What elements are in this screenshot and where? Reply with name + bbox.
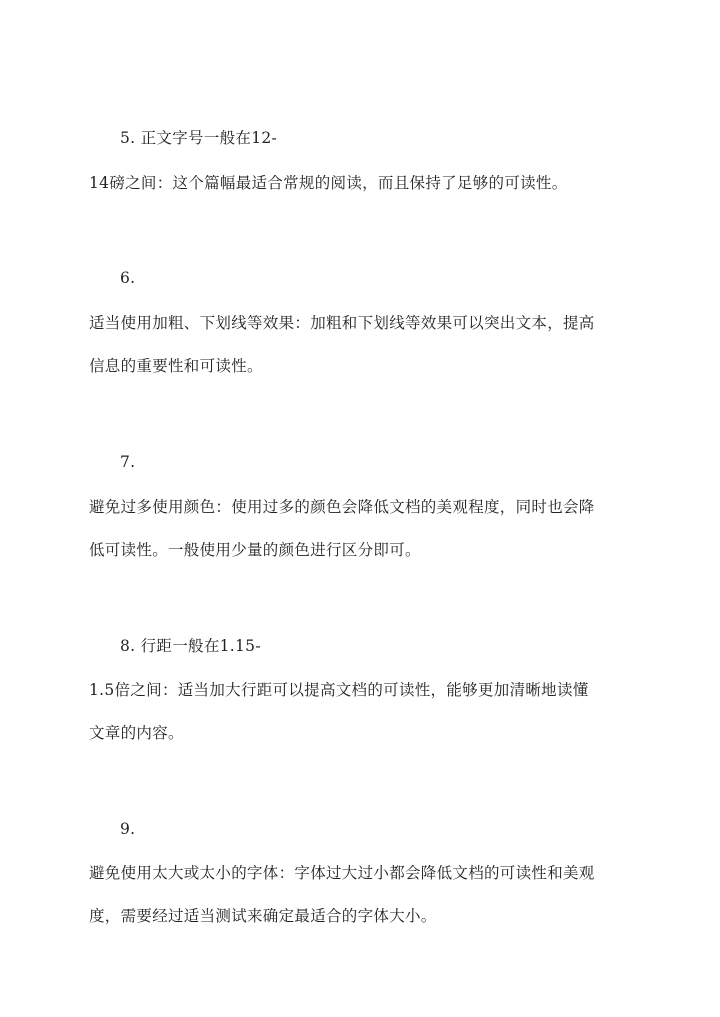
item-5-body-line-1: 14磅之间：这个篇幅最适合常规的阅读，而且保持了足够的可读性。 [89,174,568,192]
item-7-heading: 7. [120,453,136,471]
item-8-heading: 8. 行距一般在1.15- [120,637,261,655]
item-6-heading: 6. [120,269,136,287]
item-9-body-line-2: 度，需要经过适当测试来确定最适合的字体大小。 [89,907,437,925]
item-9-heading: 9. [120,820,136,838]
item-9-body-line-1: 避免使用太大或太小的字体：字体过大过小都会降低文档的可读性和美观 [89,864,595,882]
item-7-body-line-1: 避免过多使用颜色：使用过多的颜色会降低文档的美观程度，同时也会降 [89,498,595,516]
item-5-heading: 5. 正文字号一般在12- [120,129,278,147]
item-8-body-line-1: 1.5倍之间：适当加大行距可以提高文档的可读性，能够更加清晰地读懂 [89,681,589,699]
item-6-body-line-2: 信息的重要性和可读性。 [89,357,263,375]
item-6-body-line-1: 适当使用加粗、下划线等效果：加粗和下划线等效果可以突出文本，提高 [89,314,595,332]
item-7-body-line-2: 低可读性。一般使用少量的颜色进行区分即可。 [89,541,421,559]
item-8-body-line-2: 文章的内容。 [89,724,184,742]
